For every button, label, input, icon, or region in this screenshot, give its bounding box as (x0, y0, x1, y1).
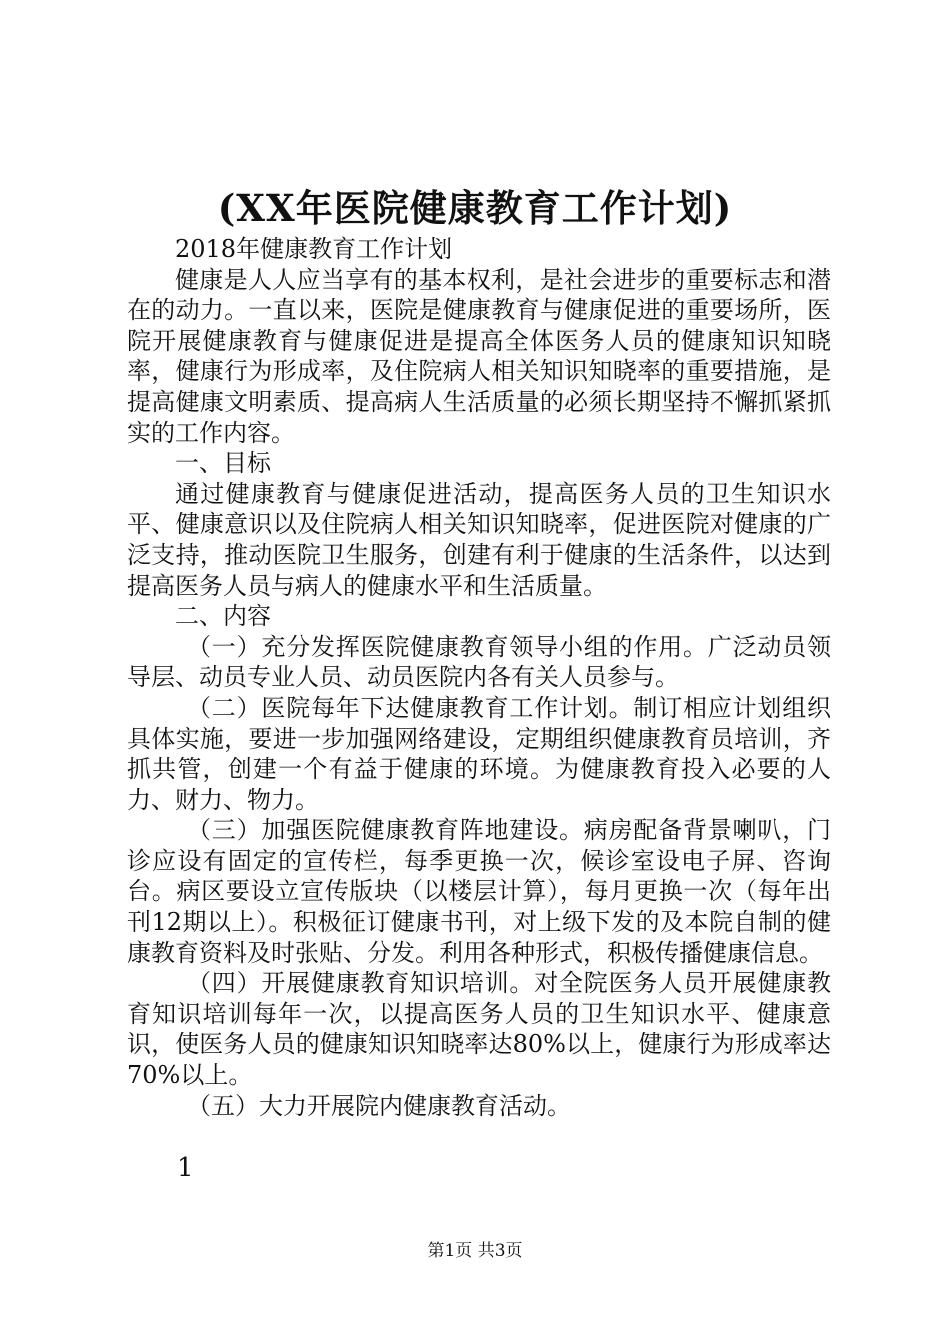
content-item-3: （三）加强医院健康教育阵地建设。病房配备背景喇叭，门诊应设有固定的宣传栏，每季更换一次，候诊室设电子屏、咨询台。病区要设立宣传版块（以楼层计算），每月更换一次（每年出刊12期以上）。积极征订健康书刊，对上级下发的及本院自制的健康教育资料及时张贴、分发。利用各种形式，积极传播健康信息。 (127, 816, 831, 967)
document-body (127, 234, 831, 1121)
page-footer: 第1页 共3页 (427, 1241, 523, 1261)
subtitle-paragraph: 2018年健康教育工作计划 (175, 235, 453, 263)
section-heading-content: 二、内容 (175, 602, 271, 631)
content-item-4: （四）开展健康教育知识培训。对全院医务人员开展健康教育知识培训每年一次，以提高医务人员的卫生知识水平、健康意识，使医务人员的健康知识知晓率达80%以上，健康行为形成率达70%以上。 (127, 969, 831, 1090)
document-title: (XX年医院健康教育工作计划) (217, 186, 733, 230)
content-item-2: （二）医院每年下达健康教育工作计划。制订相应计划组织具体实施，要进一步加强网络建设，定期组织健康教育员培训，齐抓共管，创建一个有益于健康的环境。为健康教育投入必要的人力、财力、物力。 (127, 693, 831, 814)
section-heading-goals: 一、目标 (175, 449, 271, 478)
goals-paragraph: 通过健康教育与健康促进活动，提高医务人员的卫生知识水平、健康意识以及住院病人相关知识知晓率，促进医院对健康的广泛支持，推动医院卫生服务，创建有利于健康的生活条件，以达到提高医务人员与病人的健康水平和生活质量。 (127, 479, 831, 600)
content-item-1: （一）充分发挥医院健康教育领导小组的作用。广泛动员领导层、动员专业人员、动员医院内各有关人员参与。 (127, 632, 831, 692)
inline-page-number: 1 (177, 1153, 194, 1183)
content-item-5: （五）大力开展院内健康教育活动。 (187, 1091, 571, 1120)
intro-paragraph: 健康是人人应当享有的基本权利，是社会进步的重要标志和潜在的动力。一直以来，医院是健康教育与健康促进的重要场所，医院开展健康教育与健康促进是提高全体医务人员的健康知识知晓率，健康行为形成率，及住院病人相关知识知晓率的重要措施，是提高健康文明素质、提高病人生活质量的必须长期坚持不懈抓紧抓实的工作内容。 (127, 265, 831, 447)
